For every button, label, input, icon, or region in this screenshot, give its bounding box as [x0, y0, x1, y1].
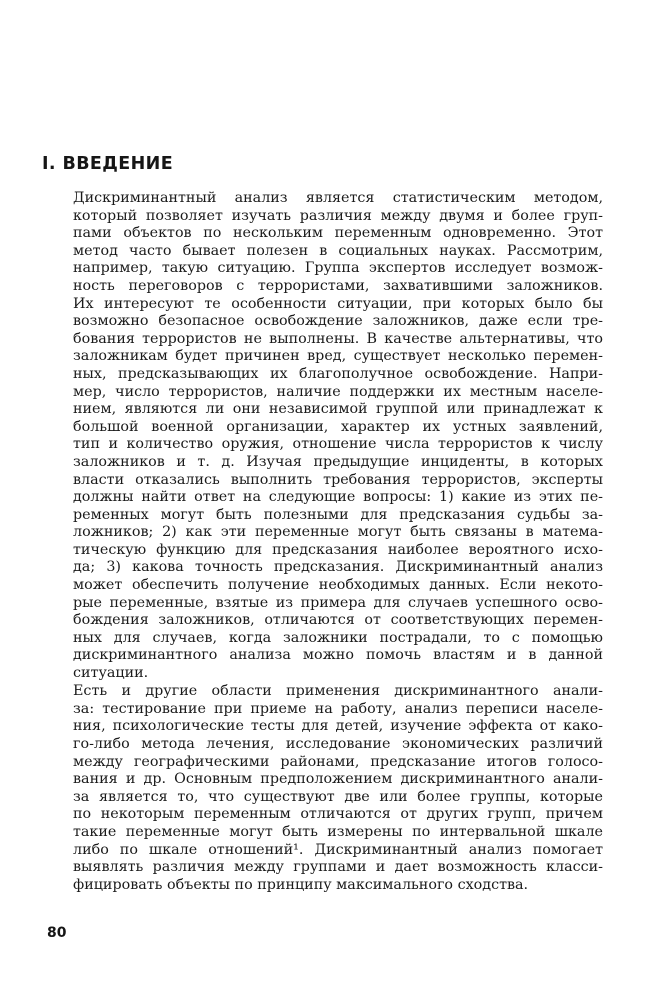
text-line: ременных могут быть полезными для предсказания судьбы за- [73, 506, 603, 523]
text-line: Дискриминантный анализ является статистическим методом, [73, 190, 603, 206]
text-line: ситуации. [73, 665, 149, 682]
text-line: бождения заложников, отличаются от соответствующих перемен- [73, 612, 603, 629]
text-line: метод часто бывает полезен в социальных науках. Рассмотрим, [73, 242, 603, 259]
paragraph-2 [43, 683, 603, 894]
text-line: такие переменные могут быть измерены по интервальной шкале [73, 823, 603, 840]
text-line: может обеспечить получение необходимых данных. Если некото- [73, 577, 603, 594]
text-line: либо по шкале отношений¹. Дискриминантный анализ помогает [73, 841, 603, 858]
text-line: должны найти ответ на следующие вопросы: 1) какие из этих пе- [73, 489, 603, 506]
text-line: рые переменные, взятые из примера для случаев успешного осво- [73, 594, 603, 611]
text-line: пами объектов по нескольким переменным одновременно. Этот [73, 225, 603, 242]
text-line: выявлять различия между группами и дает возможность класси- [73, 859, 603, 876]
text-line: Их интересуют те особенности ситуации, при которых было бы [73, 295, 603, 312]
text-line: ных для случаев, когда заложники пострадали, то с помощью [73, 629, 603, 646]
text-line: дискриминантного анализа можно помочь властям и в данной [73, 647, 603, 664]
text-line: го-либо метода лечения, исследование экономических различий [73, 736, 603, 752]
text-line: возможно безопасное освобождение заложников, даже если тре- [73, 313, 603, 330]
text-line: тип и количество оружия, отношение числа террористов к числу [73, 436, 603, 453]
text-line: который позволяет изучать различия между двумя и более груп- [73, 207, 603, 224]
text-line: власти отказались выполнить требования террористов, эксперты [73, 471, 603, 488]
body-text [43, 190, 603, 894]
text-line: вания и др. Основным предположением дискриминантного анали- [73, 771, 603, 788]
page-number: 80 [47, 925, 67, 941]
text-line: ложников; 2) как эти переменные могут быть связаны в матема- [73, 524, 603, 541]
text-line: ность переговоров с террористами, захватившими заложников. [73, 277, 603, 294]
text-line: за: тестирование при приеме на работу, анализ переписи населе- [73, 700, 603, 717]
text-line: за является то, что существуют две или более группы, которые [73, 788, 603, 805]
section-heading: I. ВВЕДЕНИЕ [42, 154, 174, 174]
text-line: фицировать объекты по принципу максимального сходства. [73, 876, 529, 893]
text-line: по некоторым переменным отличаются от других групп, причем [73, 806, 603, 823]
text-line: Есть и другие области применения дискриминантного анали- [73, 683, 603, 700]
paragraph-1 [43, 190, 603, 683]
text-line: бования террористов не выполнены. В качестве альтернативы, что [73, 330, 603, 347]
text-line: тическую функцию для предсказания наиболее вероятного исхо- [73, 541, 603, 558]
text-line: ния, психологические тесты для детей, изучение эффекта от како- [73, 718, 603, 735]
text-line: между географическими районами, предсказание итогов голосо- [73, 753, 603, 770]
text-line: мер, число террористов, наличие поддержки их местным населе- [73, 383, 603, 400]
text-line: нием, являются ли они независимой группой или принадлежат к [73, 401, 603, 418]
text-line: ных, предсказывающих их благополучное освобождение. Напри- [73, 365, 603, 382]
text-line: большой военной организации, характер их устных заявлений, [73, 418, 603, 435]
text-line: заложников и т. д. Изучая предыдущие инциденты, в которых [73, 453, 603, 470]
text-line: например, такую ситуацию. Группа экспертов исследует возмож- [73, 260, 603, 277]
text-line: да; 3) какова точность предсказания. Дискриминантный анализ [73, 559, 603, 576]
text-line: заложникам будет причинен вред, существует несколько перемен- [73, 348, 603, 365]
